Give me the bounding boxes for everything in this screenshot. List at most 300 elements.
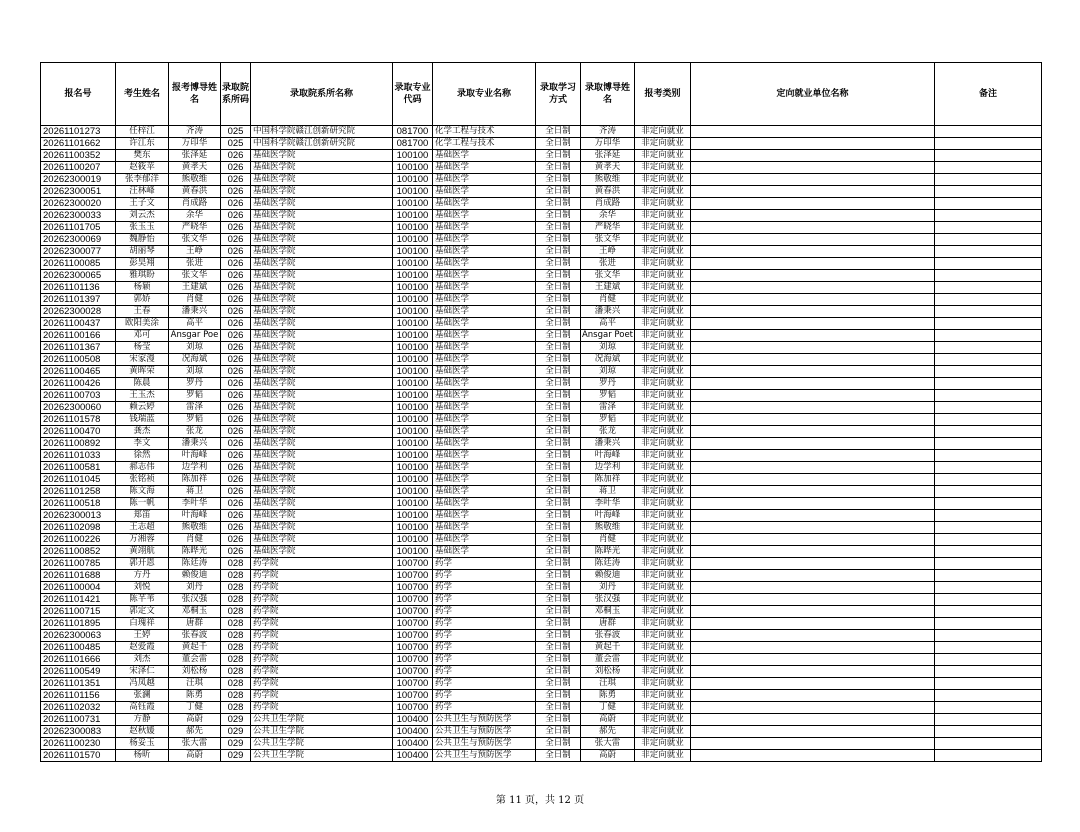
cell-dept-name: 基础医学院 [251, 486, 393, 498]
cell-remark [935, 174, 1042, 186]
cell-applied-supervisor: 叶海峰 [169, 510, 221, 522]
table-row [41, 150, 1042, 162]
cell-admit-supervisor: 邓桐玉 [581, 606, 635, 618]
cell-name: 杨颖 [116, 282, 169, 294]
cell-name: 刘云杰 [116, 210, 169, 222]
header-row [41, 63, 1042, 126]
cell-major-name: 药学 [433, 606, 536, 618]
cell-name: 张李郁洋 [116, 174, 169, 186]
cell-remark [935, 606, 1042, 618]
cell-study-mode: 全日制 [536, 462, 581, 474]
cell-employer [691, 474, 935, 486]
cell-category: 非定向就业 [635, 246, 691, 258]
cell-admit-supervisor: 刘琼 [581, 366, 635, 378]
cell-major-name: 药学 [433, 654, 536, 666]
cell-applied-supervisor: 高蔚 [169, 714, 221, 726]
cell-exam-no: 20261100352 [41, 150, 116, 162]
cell-name: 刘悦 [116, 582, 169, 594]
cell-remark [935, 138, 1042, 150]
cell-category: 非定向就业 [635, 294, 691, 306]
table-row [41, 450, 1042, 462]
cell-name: 郭定文 [116, 606, 169, 618]
cell-exam-no: 20262300083 [41, 726, 116, 738]
cell-remark [935, 150, 1042, 162]
cell-major-code: 100700 [393, 582, 433, 594]
cell-category: 非定向就业 [635, 174, 691, 186]
cell-category: 非定向就业 [635, 222, 691, 234]
cell-major-name: 药学 [433, 702, 536, 714]
cell-employer [691, 174, 935, 186]
cell-admit-supervisor: 潘秉兴 [581, 306, 635, 318]
cell-name: 魏静怡 [116, 234, 169, 246]
cell-category: 非定向就业 [635, 570, 691, 582]
cell-applied-supervisor: 余华 [169, 210, 221, 222]
cell-exam-no: 20261101397 [41, 294, 116, 306]
cell-dept-name: 公共卫生学院 [251, 714, 393, 726]
cell-study-mode: 全日制 [536, 582, 581, 594]
cell-exam-no: 20261100892 [41, 438, 116, 450]
cell-applied-supervisor: 边学利 [169, 462, 221, 474]
table-row [41, 750, 1042, 762]
cell-admit-supervisor: 陈勇 [581, 690, 635, 702]
cell-admit-supervisor: 高蔚 [581, 750, 635, 762]
cell-dept-name: 基础医学院 [251, 438, 393, 450]
cell-name: 杨妥玉 [116, 738, 169, 750]
cell-major-code: 100700 [393, 618, 433, 630]
cell-major-code: 100100 [393, 366, 433, 378]
table-row [41, 510, 1042, 522]
cell-major-code: 100100 [393, 522, 433, 534]
cell-employer [691, 270, 935, 282]
cell-dept-code: 026 [221, 174, 251, 186]
cell-exam-no: 20262300060 [41, 402, 116, 414]
cell-major-name: 基础医学 [433, 270, 536, 282]
cell-name: 陈晨 [116, 378, 169, 390]
cell-study-mode: 全日制 [536, 270, 581, 282]
cell-exam-no: 20261100549 [41, 666, 116, 678]
cell-major-code: 100100 [393, 498, 433, 510]
cell-dept-name: 药学院 [251, 570, 393, 582]
cell-admit-supervisor: 罗丹 [581, 378, 635, 390]
cell-applied-supervisor: 熊敬维 [169, 174, 221, 186]
cell-dept-code: 028 [221, 582, 251, 594]
cell-admit-supervisor: 刘琼 [581, 342, 635, 354]
cell-dept-code: 026 [221, 402, 251, 414]
cell-employer [691, 666, 935, 678]
cell-study-mode: 全日制 [536, 294, 581, 306]
cell-category: 非定向就业 [635, 378, 691, 390]
cell-dept-name: 基础医学院 [251, 414, 393, 426]
cell-study-mode: 全日制 [536, 678, 581, 690]
cell-major-code: 100700 [393, 666, 433, 678]
cell-study-mode: 全日制 [536, 606, 581, 618]
cell-dept-name: 中国科学院赣江创新研究院 [251, 126, 393, 138]
cell-name: 方丹 [116, 570, 169, 582]
cell-study-mode: 全日制 [536, 366, 581, 378]
cell-major-name: 基础医学 [433, 150, 536, 162]
cell-name: 王婷 [116, 630, 169, 642]
cell-study-mode: 全日制 [536, 282, 581, 294]
cell-employer [691, 726, 935, 738]
cell-admit-supervisor: 严晓华 [581, 222, 635, 234]
cell-category: 非定向就业 [635, 702, 691, 714]
cell-applied-supervisor: 丁健 [169, 702, 221, 714]
cell-exam-no: 20261101156 [41, 690, 116, 702]
cell-remark [935, 462, 1042, 474]
cell-major-name: 公共卫生与预防医学 [433, 738, 536, 750]
cell-major-code: 100100 [393, 450, 433, 462]
cell-admit-supervisor: 陈加祥 [581, 474, 635, 486]
cell-dept-code: 026 [221, 534, 251, 546]
cell-admit-supervisor: 王建斌 [581, 282, 635, 294]
cell-employer [691, 606, 935, 618]
cell-remark [935, 366, 1042, 378]
cell-employer [691, 354, 935, 366]
cell-major-name: 药学 [433, 570, 536, 582]
cell-name: 郝志伟 [116, 462, 169, 474]
cell-exam-no: 20261100703 [41, 390, 116, 402]
cell-category: 非定向就业 [635, 366, 691, 378]
cell-name: 胡丽琴 [116, 246, 169, 258]
cell-name: 冯凤越 [116, 678, 169, 690]
cell-admit-supervisor: 张春波 [581, 630, 635, 642]
cell-name: 张铭祯 [116, 474, 169, 486]
cell-name: 任梓江 [116, 126, 169, 138]
table-row [41, 282, 1042, 294]
cell-dept-name: 基础医学院 [251, 378, 393, 390]
cell-applied-supervisor: 张文华 [169, 234, 221, 246]
cell-applied-supervisor: 陈加祥 [169, 474, 221, 486]
cell-major-code: 100100 [393, 354, 433, 366]
table-row [41, 726, 1042, 738]
cell-major-name: 基础医学 [433, 534, 536, 546]
cell-major-name: 基础医学 [433, 462, 536, 474]
cell-remark [935, 702, 1042, 714]
cell-major-code: 081700 [393, 126, 433, 138]
cell-dept-name: 基础医学院 [251, 234, 393, 246]
cell-category: 非定向就业 [635, 510, 691, 522]
cell-exam-no: 20261101136 [41, 282, 116, 294]
header-major-code: 录取专业代码 [393, 63, 433, 126]
cell-major-code: 100100 [393, 174, 433, 186]
cell-employer [691, 150, 935, 162]
cell-category: 非定向就业 [635, 450, 691, 462]
cell-remark [935, 282, 1042, 294]
cell-major-code: 100100 [393, 546, 433, 558]
cell-exam-no: 20262300077 [41, 246, 116, 258]
cell-admit-supervisor: 余华 [581, 210, 635, 222]
cell-dept-code: 026 [221, 318, 251, 330]
cell-major-name: 基础医学 [433, 174, 536, 186]
cell-name: 郑笛 [116, 510, 169, 522]
cell-employer [691, 366, 935, 378]
cell-employer [691, 702, 935, 714]
admission-table [40, 62, 1042, 762]
cell-study-mode: 全日制 [536, 570, 581, 582]
cell-major-name: 基础医学 [433, 198, 536, 210]
cell-major-code: 100100 [393, 402, 433, 414]
table-row [41, 642, 1042, 654]
cell-major-code: 100400 [393, 750, 433, 762]
cell-major-name: 基础医学 [433, 414, 536, 426]
admission-sheet [40, 62, 1042, 762]
cell-dept-code: 026 [221, 342, 251, 354]
cell-remark [935, 330, 1042, 342]
cell-remark [935, 666, 1042, 678]
cell-admit-supervisor: 雷泽 [581, 402, 635, 414]
cell-name: 张玉玉 [116, 222, 169, 234]
cell-major-name: 药学 [433, 558, 536, 570]
table-row [41, 534, 1042, 546]
cell-dept-code: 026 [221, 150, 251, 162]
cell-study-mode: 全日制 [536, 702, 581, 714]
cell-remark [935, 522, 1042, 534]
cell-dept-code: 026 [221, 474, 251, 486]
cell-study-mode: 全日制 [536, 474, 581, 486]
cell-name: 赖云婷 [116, 402, 169, 414]
cell-name: 高钰霞 [116, 702, 169, 714]
cell-major-name: 基础医学 [433, 378, 536, 390]
cell-exam-no: 20261101421 [41, 594, 116, 606]
cell-dept-name: 基础医学院 [251, 174, 393, 186]
cell-major-code: 100100 [393, 534, 433, 546]
cell-remark [935, 246, 1042, 258]
cell-dept-name: 基础医学院 [251, 546, 393, 558]
cell-dept-name: 基础医学院 [251, 390, 393, 402]
cell-applied-supervisor: 叶海峰 [169, 450, 221, 462]
cell-exam-no: 20261100230 [41, 738, 116, 750]
cell-employer [691, 186, 935, 198]
cell-exam-no: 20261101666 [41, 654, 116, 666]
cell-employer [691, 246, 935, 258]
cell-admit-supervisor: 肖健 [581, 294, 635, 306]
cell-category: 非定向就业 [635, 306, 691, 318]
cell-exam-no: 20261100226 [41, 534, 116, 546]
cell-admit-supervisor: 况海斌 [581, 354, 635, 366]
cell-dept-code: 026 [221, 462, 251, 474]
cell-remark [935, 402, 1042, 414]
cell-admit-supervisor: 张泽延 [581, 150, 635, 162]
cell-exam-no: 20261100485 [41, 642, 116, 654]
cell-exam-no: 20261100437 [41, 318, 116, 330]
cell-admit-supervisor: 黄起千 [581, 642, 635, 654]
cell-dept-name: 药学院 [251, 558, 393, 570]
cell-admit-supervisor: 叶海峰 [581, 510, 635, 522]
cell-remark [935, 270, 1042, 282]
cell-name: 龚杰 [116, 426, 169, 438]
cell-category: 非定向就业 [635, 474, 691, 486]
cell-category: 非定向就业 [635, 270, 691, 282]
table-row [41, 366, 1042, 378]
cell-remark [935, 198, 1042, 210]
cell-dept-code: 028 [221, 690, 251, 702]
cell-applied-supervisor: 陈晔光 [169, 546, 221, 558]
cell-applied-supervisor: 刘琼 [169, 366, 221, 378]
cell-major-name: 药学 [433, 594, 536, 606]
cell-admit-supervisor: 李叶华 [581, 498, 635, 510]
cell-employer [691, 558, 935, 570]
cell-dept-code: 028 [221, 594, 251, 606]
cell-major-code: 100100 [393, 486, 433, 498]
cell-major-name: 基础医学 [433, 366, 536, 378]
cell-remark [935, 714, 1042, 726]
cell-employer [691, 618, 935, 630]
cell-study-mode: 全日制 [536, 546, 581, 558]
table-row [41, 258, 1042, 270]
cell-admit-supervisor: 张进 [581, 258, 635, 270]
cell-exam-no: 20261100470 [41, 426, 116, 438]
cell-applied-supervisor: 张泽延 [169, 150, 221, 162]
cell-category: 非定向就业 [635, 654, 691, 666]
cell-remark [935, 294, 1042, 306]
table-row [41, 462, 1042, 474]
cell-dept-code: 026 [221, 426, 251, 438]
cell-applied-supervisor: 汪琪 [169, 678, 221, 690]
cell-applied-supervisor: 肖健 [169, 294, 221, 306]
cell-employer [691, 306, 935, 318]
cell-dept-name: 基础医学院 [251, 330, 393, 342]
cell-dept-name: 基础医学院 [251, 366, 393, 378]
table-row [41, 246, 1042, 258]
cell-remark [935, 414, 1042, 426]
cell-applied-supervisor: 王峥 [169, 246, 221, 258]
header-employer: 定向就业单位名称 [691, 63, 935, 126]
cell-name: 赵秋媛 [116, 726, 169, 738]
cell-employer [691, 414, 935, 426]
cell-applied-supervisor: 陈廷涛 [169, 558, 221, 570]
cell-employer [691, 714, 935, 726]
cell-employer [691, 162, 935, 174]
cell-employer [691, 438, 935, 450]
cell-admit-supervisor: 董会雷 [581, 654, 635, 666]
cell-applied-supervisor: 刘丹 [169, 582, 221, 594]
cell-dept-name: 基础医学院 [251, 306, 393, 318]
cell-dept-code: 028 [221, 570, 251, 582]
cell-study-mode: 全日制 [536, 210, 581, 222]
cell-exam-no: 20262300019 [41, 174, 116, 186]
table-row [41, 402, 1042, 414]
cell-applied-supervisor: 高蔚 [169, 750, 221, 762]
cell-exam-no: 20262300069 [41, 234, 116, 246]
cell-dept-code: 026 [221, 522, 251, 534]
cell-employer [691, 222, 935, 234]
cell-applied-supervisor: 蒋卫 [169, 486, 221, 498]
page-number: 第 11 页，共 12 页 [495, 795, 585, 806]
table-row [41, 306, 1042, 318]
cell-dept-name: 基础医学院 [251, 402, 393, 414]
cell-category: 非定向就业 [635, 726, 691, 738]
cell-major-name: 基础医学 [433, 426, 536, 438]
cell-admit-supervisor: 王峥 [581, 246, 635, 258]
cell-employer [691, 318, 935, 330]
cell-name: 方静 [116, 714, 169, 726]
cell-dept-code: 029 [221, 726, 251, 738]
cell-major-code: 100700 [393, 690, 433, 702]
cell-major-name: 基础医学 [433, 330, 536, 342]
cell-employer [691, 210, 935, 222]
cell-major-name: 基础医学 [433, 318, 536, 330]
cell-exam-no: 20261101570 [41, 750, 116, 762]
cell-remark [935, 498, 1042, 510]
cell-major-name: 药学 [433, 630, 536, 642]
cell-study-mode: 全日制 [536, 450, 581, 462]
cell-exam-no: 20262300033 [41, 210, 116, 222]
cell-remark [935, 438, 1042, 450]
cell-admit-supervisor: Ansgar Poet [581, 330, 634, 340]
cell-admit-supervisor: 张龙 [581, 426, 635, 438]
cell-dept-code: 026 [221, 354, 251, 366]
cell-applied-supervisor: Ansgar Poe [169, 330, 221, 342]
cell-category: 非定向就业 [635, 258, 691, 270]
cell-applied-supervisor: 张进 [169, 258, 221, 270]
cell-exam-no: 20261101578 [41, 414, 116, 426]
table-row [41, 342, 1042, 354]
cell-applied-supervisor: 齐涛 [169, 126, 221, 138]
cell-applied-supervisor: 黄孝天 [169, 162, 221, 174]
cell-dept-code: 025 [221, 126, 251, 138]
cell-major-code: 100700 [393, 678, 433, 690]
cell-major-code: 100700 [393, 606, 433, 618]
cell-dept-code: 026 [221, 414, 251, 426]
cell-category: 非定向就业 [635, 486, 691, 498]
cell-dept-name: 基础医学院 [251, 498, 393, 510]
cell-employer [691, 198, 935, 210]
cell-category: 非定向就业 [635, 402, 691, 414]
cell-major-code: 100100 [393, 282, 433, 294]
cell-applied-supervisor: 张龙 [169, 426, 221, 438]
cell-employer [691, 510, 935, 522]
cell-applied-supervisor: 张文华 [169, 270, 221, 282]
cell-applied-supervisor: 罗丹 [169, 378, 221, 390]
cell-category: 非定向就业 [635, 234, 691, 246]
cell-category: 非定向就业 [635, 582, 691, 594]
cell-name: 宋泽仁 [116, 666, 169, 678]
cell-dept-code: 026 [221, 450, 251, 462]
cell-remark [935, 738, 1042, 750]
table-row [41, 678, 1042, 690]
cell-dept-name: 基础医学院 [251, 198, 393, 210]
cell-employer [691, 126, 935, 138]
cell-remark [935, 450, 1042, 462]
cell-exam-no: 20261101045 [41, 474, 116, 486]
cell-study-mode: 全日制 [536, 342, 581, 354]
cell-remark [935, 594, 1042, 606]
cell-admit-supervisor: 肖健 [581, 534, 635, 546]
cell-major-code: 100100 [393, 438, 433, 450]
cell-study-mode: 全日制 [536, 306, 581, 318]
cell-applied-supervisor: 罗韬 [169, 390, 221, 402]
cell-category: 非定向就业 [635, 606, 691, 618]
cell-dept-code: 026 [221, 246, 251, 258]
cell-remark [935, 558, 1042, 570]
cell-employer [691, 138, 935, 150]
header-major-name: 录取专业名称 [433, 63, 536, 126]
cell-exam-no: 20261100426 [41, 378, 116, 390]
cell-dept-code: 026 [221, 486, 251, 498]
cell-exam-no: 20261100004 [41, 582, 116, 594]
cell-exam-no: 20262300065 [41, 270, 116, 282]
cell-name: 徐然 [116, 450, 169, 462]
cell-major-name: 基础医学 [433, 282, 536, 294]
cell-category: 非定向就业 [635, 162, 691, 174]
cell-name: 王子文 [116, 198, 169, 210]
cell-employer [691, 582, 935, 594]
table-row [41, 174, 1042, 186]
cell-study-mode: 全日制 [536, 150, 581, 162]
cell-name: 许江东 [116, 138, 169, 150]
cell-exam-no: 20261100207 [41, 162, 116, 174]
table-row [41, 630, 1042, 642]
